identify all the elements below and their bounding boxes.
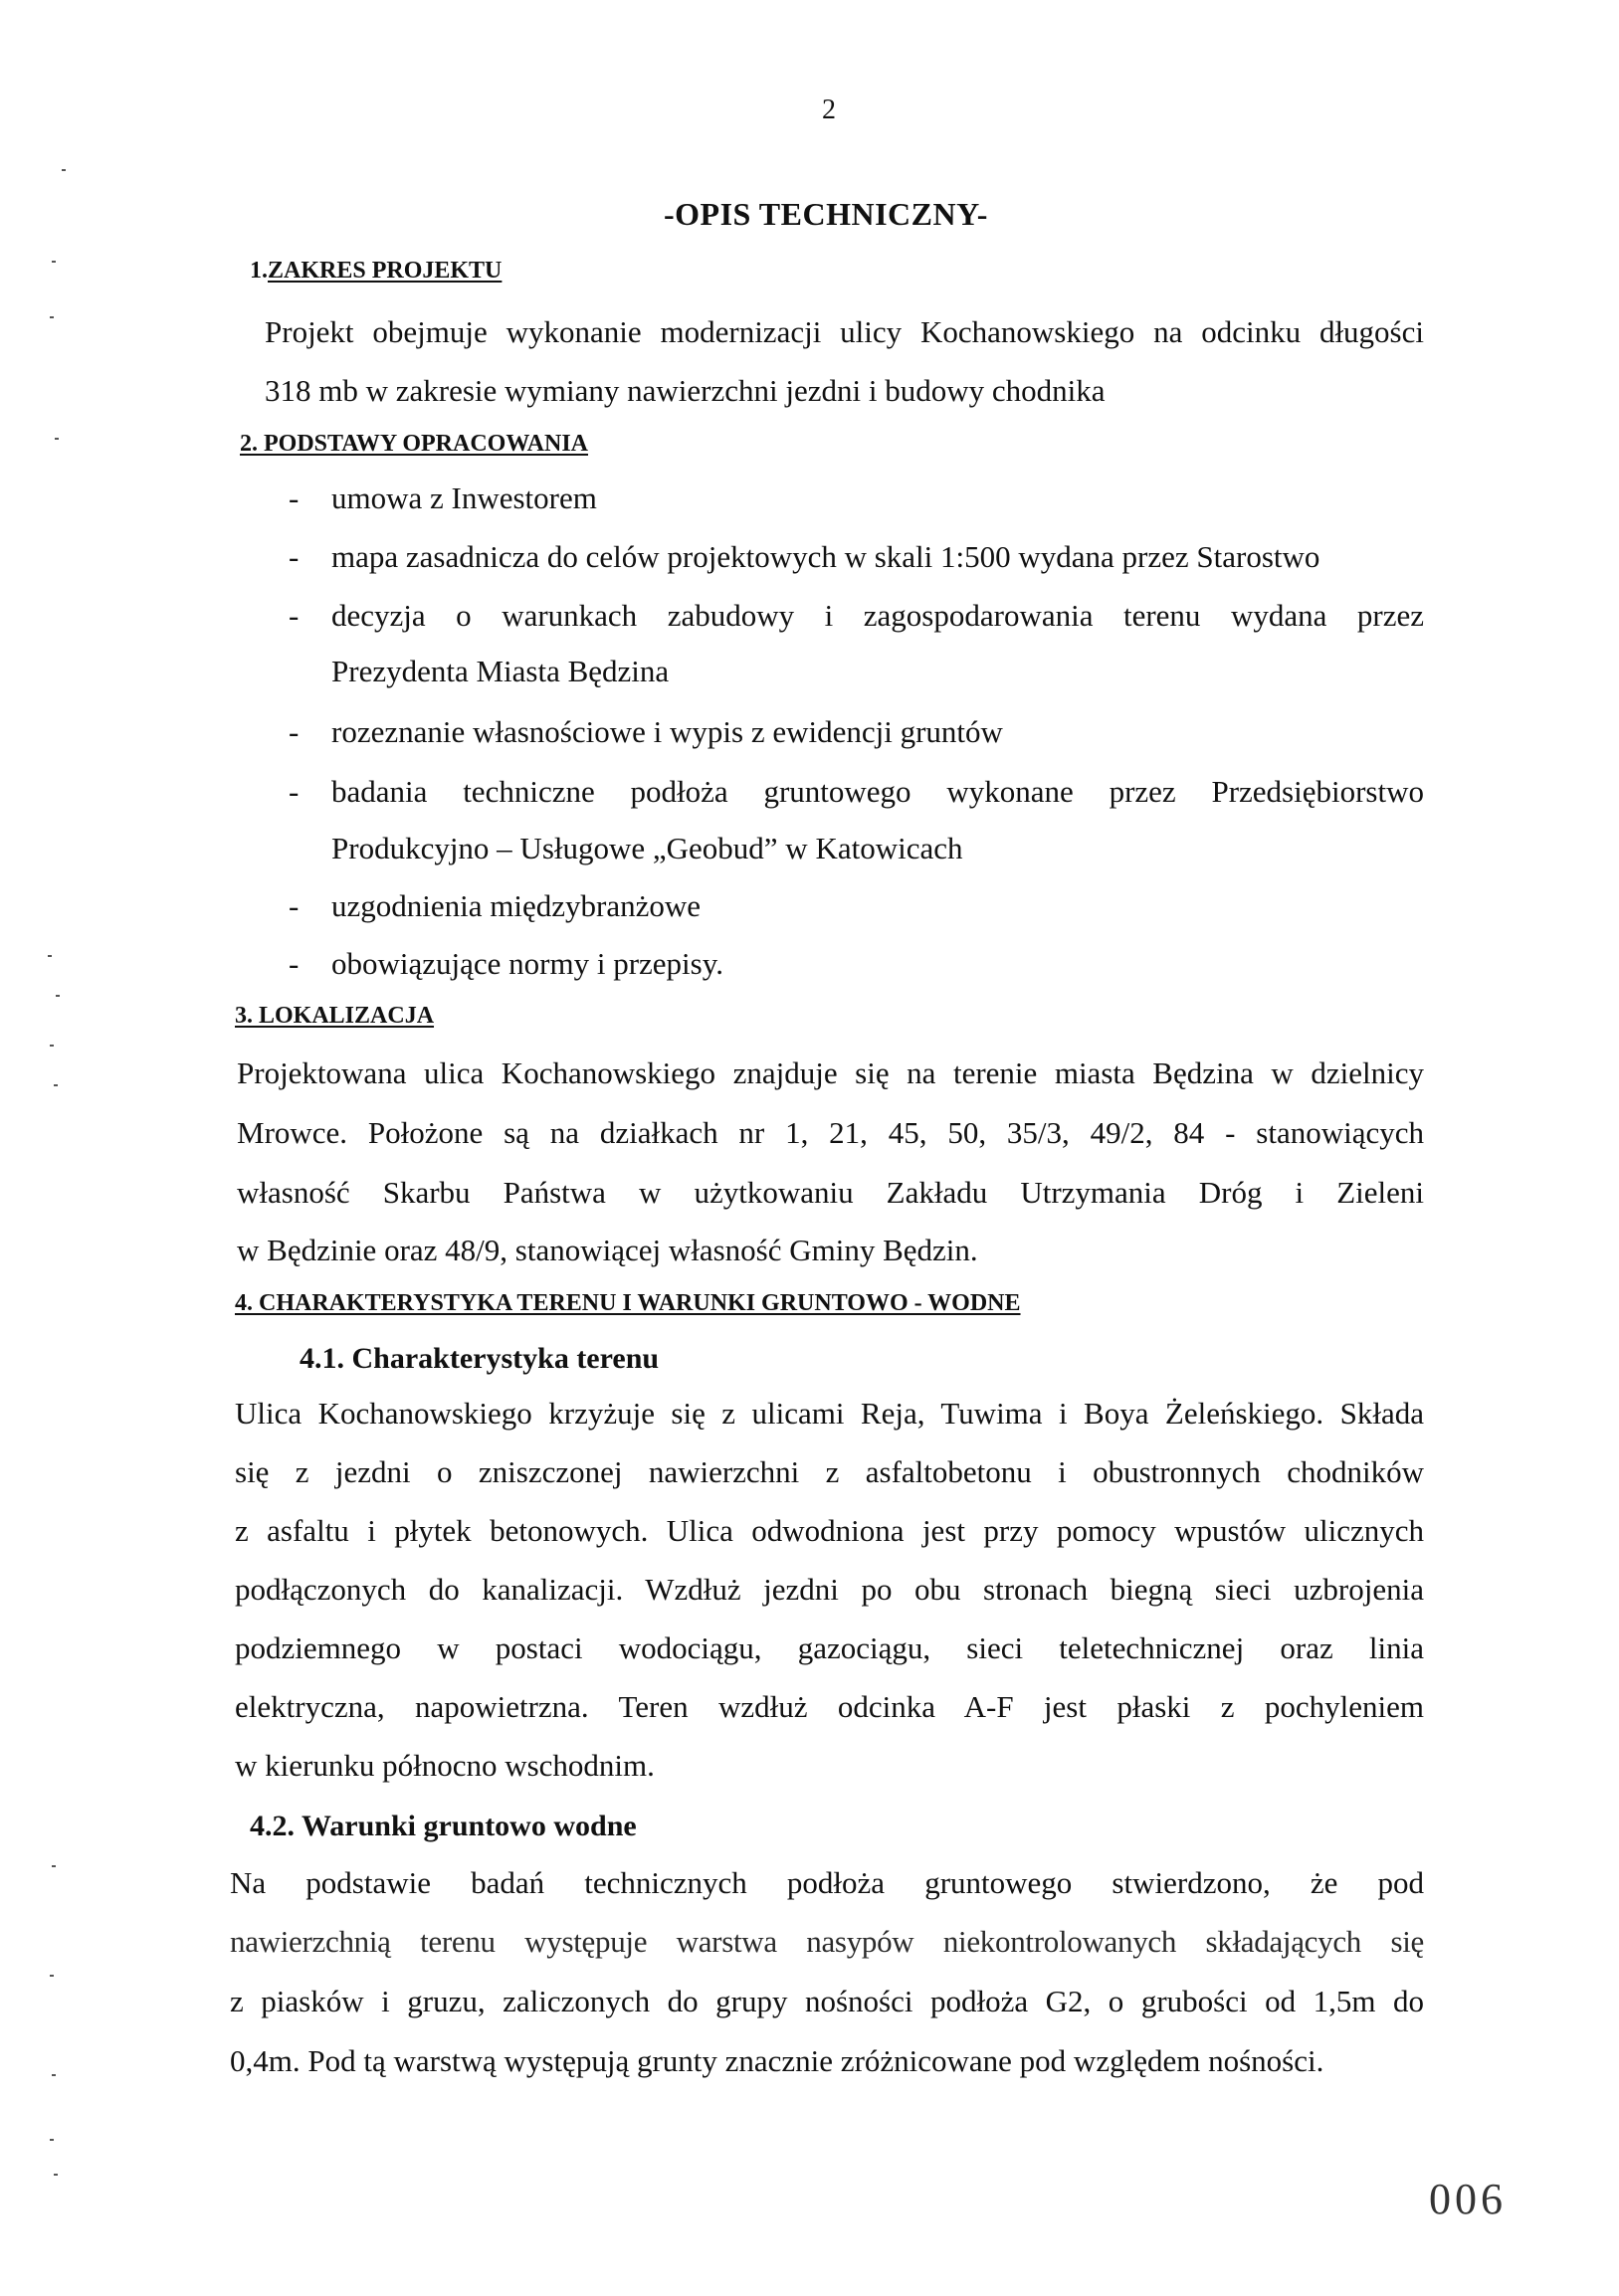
section-3-line-3: własność Skarbu Państwa w użytkowaniu Zakładu Utrzymania Dróg i Zieleni: [237, 1175, 1424, 1210]
scan-speck: [52, 261, 56, 263]
list-dash: -: [289, 774, 300, 809]
scan-speck: [52, 2074, 56, 2076]
subsection-4-2-line-3: z piasków i gruzu, zaliczonych do grupy nośności podłoża G2, o grubości od 1,5m do: [230, 1984, 1424, 2018]
document-title: -OPIS TECHNICZNY-: [664, 196, 988, 232]
list-dash: -: [289, 946, 300, 981]
page-stamp: 006: [1429, 2175, 1507, 2223]
scan-speck: [54, 1084, 58, 1086]
subsection-4-1-line-4: podłączonych do kanalizacji. Wzdłuż jezdni po obu stronach biegną sieci uzbrojenia: [235, 1572, 1424, 1607]
subsection-4-2-line-2: nawierzchnią terenu występuje warstwa nasypów niekontrolowanych składających się: [230, 1924, 1424, 1959]
section-4-heading: [235, 1290, 1021, 1317]
section-3-number: 3.: [235, 1003, 253, 1029]
section-1-number: 1.: [250, 258, 268, 284]
subsection-4-1-line-3: z asfaltu i płytek betonowych. Ulica odwodniona jest przy pomocy wpustów ulicznych: [235, 1513, 1424, 1548]
subsection-4-1-line-6: elektryczna, napowietrzna. Teren wzdłuż odcinka A-F jest płaski z pochyleniem: [235, 1689, 1424, 1724]
subsection-4-1-line-7: w kierunku północno wschodnim.: [235, 1748, 655, 1783]
list-item: mapa zasadnicza do celów projektowych w skali 1:500 wydana przez Starostwo: [331, 539, 1320, 574]
list-item: uzgodnienia międzybranżowe: [331, 888, 701, 923]
list-item: rozeznanie własnościowe i wypis z ewidencji gruntów: [331, 714, 1003, 749]
scan-speck: [55, 438, 59, 440]
list-dash: -: [289, 714, 300, 749]
list-dash: -: [289, 888, 300, 923]
list-dash: -: [289, 598, 300, 633]
list-item: obowiązujące normy i przepisy.: [331, 946, 723, 981]
section-3-heading: [235, 1003, 434, 1030]
list-item-continuation: Prezydenta Miasta Będzina: [331, 654, 670, 688]
section-1-heading: [250, 258, 502, 285]
section-2-heading: [240, 431, 588, 458]
list-dash: -: [289, 539, 300, 574]
subsection-4-2-line-4: 0,4m. Pod tą warstwą występują grunty znacznie zróżnicowane pod względem nośności.: [230, 2043, 1324, 2078]
list-dash: -: [289, 480, 300, 515]
scan-speck: [50, 1045, 54, 1047]
scan-speck: [48, 955, 52, 957]
list-item: umowa z Inwestorem: [331, 480, 597, 515]
page-number: 2: [822, 95, 836, 125]
section-3-line-1: Projektowana ulica Kochanowskiego znajduje się na terenie miasta Będzina w dzielnicy: [237, 1055, 1424, 1090]
scan-speck: [54, 2174, 58, 2176]
scan-speck: [52, 1865, 56, 1867]
section-1-line-1: Projekt obejmuje wykonanie modernizacji ulicy Kochanowskiego na odcinku długości: [265, 314, 1424, 349]
section-2-number: 2.: [240, 431, 258, 457]
subsection-4-2-title: 4.2. Warunki gruntowo wodne: [250, 1810, 637, 1842]
scan-speck: [50, 316, 54, 318]
section-4-number: 4.: [235, 1290, 253, 1316]
subsection-4-1-line-2: się z jezdni o zniszczonej nawierzchni z asfaltobetonu i obustronnych chodników: [235, 1454, 1424, 1489]
section-3-line-4: w Będzinie oraz 48/9, stanowiącej własność Gminy Będzin.: [237, 1233, 978, 1267]
scan-speck: [50, 2139, 54, 2141]
subsection-4-1-title: 4.1. Charakterystyka terenu: [300, 1342, 660, 1375]
subsection-4-2-line-1: Na podstawie badań technicznych podłoża gruntowego stwierdzono, że pod: [230, 1865, 1424, 1900]
section-2-title: PODSTAWY OPRACOWANIA: [264, 431, 589, 457]
list-item: decyzja o warunkach zabudowy i zagospodarowania terenu wydana przez: [331, 598, 1424, 633]
section-1-title: ZAKRES PROJEKTU: [268, 258, 503, 284]
section-3-line-2: Mrowce. Położone są na działkach nr 1, 21, 45, 50, 35/3, 49/2, 84 - stanowiących: [237, 1115, 1424, 1150]
scan-speck: [50, 1975, 54, 1977]
list-item: badania techniczne podłoża gruntowego wykonane przez Przedsiębiorstwo: [331, 774, 1424, 809]
section-1-line-2: 318 mb w zakresie wymiany nawierzchni jezdni i budowy chodnika: [265, 373, 1106, 408]
scan-speck: [56, 995, 60, 997]
list-item-continuation: Produkcyjno – Usługowe „Geobud” w Katowicach: [331, 831, 963, 865]
section-4-title: CHARAKTERYSTYKA TERENU I WARUNKI GRUNTOWO - WODNE: [259, 1290, 1021, 1316]
subsection-4-1-line-5: podziemnego w postaci wodociągu, gazociągu, sieci teletechnicznej oraz linia: [235, 1630, 1424, 1665]
section-3-title: LOKALIZACJA: [259, 1003, 435, 1029]
subsection-4-1-line-1: Ulica Kochanowskiego krzyżuje się z ulicami Reja, Tuwima i Boya Żeleńskiego. Składa: [235, 1396, 1424, 1431]
scan-speck: [62, 169, 66, 171]
